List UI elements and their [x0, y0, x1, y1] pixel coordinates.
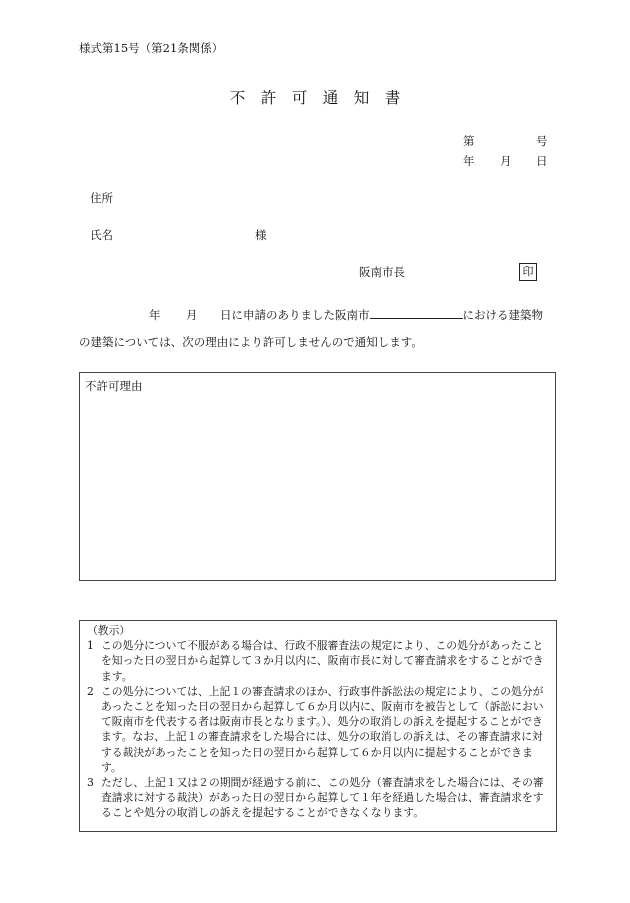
- body-year-label: 年: [149, 308, 161, 322]
- date-month-label: 月: [500, 154, 512, 168]
- issuer-title: 阪南市長: [359, 265, 405, 279]
- address-label: 住所: [90, 191, 113, 205]
- notice-heading: （教示）: [87, 624, 131, 637]
- body-line1-text: 日に申請のありました阪南市: [220, 308, 370, 322]
- notice-item: [87, 775, 549, 821]
- notice-item: [87, 638, 549, 684]
- notice-item: [87, 684, 549, 775]
- document-title: 不 許 可 通 知 書: [229, 89, 401, 107]
- notice-item-text: この処分については、上記１の審査請求のほか、行政事件訴訟法の規定により、この処分があったことを知った日の翌日から起算して６か月以内に、阪南市を被告として（訴訟において阪南市を代表する者は阪南市長となります。）、処分の取消しの訴えを提起することができます。なお、上記１の審査請求をした場合には、処分の取消しの訴えは、その審査請求に対する裁決があったことを知った日の翌日から起算して６か月以内に提起することができます。: [101, 684, 544, 774]
- notice-item-number: 2: [87, 684, 94, 698]
- doc-number-prefix: 第: [463, 134, 475, 148]
- date-day-label: 日: [536, 154, 548, 168]
- body-month-label: 月: [186, 308, 198, 322]
- body-line2: の建築については、次の理由により許可しませんので通知します。: [79, 335, 423, 349]
- date-year-label: 年: [463, 154, 475, 168]
- location-blank: [370, 307, 463, 319]
- notice-item-text: この処分について不服がある場合は、行政不服審査法の規定により、この処分があったことを知った日の翌日から起算して３か月以内に、阪南市長に対して審査請求をすることができます。: [101, 639, 544, 683]
- notice-item-text: ただし、上記１又は２の期間が経過する前に、この処分（審査請求をした場合には、その審査請求に対する裁決）があった日の翌日から起算して１年を経過した場合は、審査請求をすることや処分の取消しの訴えを提起することができなくなります。: [101, 776, 544, 820]
- body-line1-end: における建築物: [462, 308, 543, 322]
- body-line1: [220, 307, 543, 323]
- seal-mark: [519, 263, 537, 281]
- form-number: 様式第15号（第21条関係）: [79, 41, 224, 55]
- notice-box: [79, 620, 557, 832]
- reason-box: [79, 372, 556, 581]
- notice-item-number: 1: [87, 639, 94, 653]
- name-label: 氏名: [90, 228, 113, 242]
- notice-item-number: 3: [87, 776, 94, 790]
- seal-label: 印: [522, 265, 534, 278]
- reason-label: 不許可理由: [85, 379, 143, 393]
- doc-number-suffix: 号: [536, 134, 548, 148]
- honorific: 様: [255, 228, 267, 242]
